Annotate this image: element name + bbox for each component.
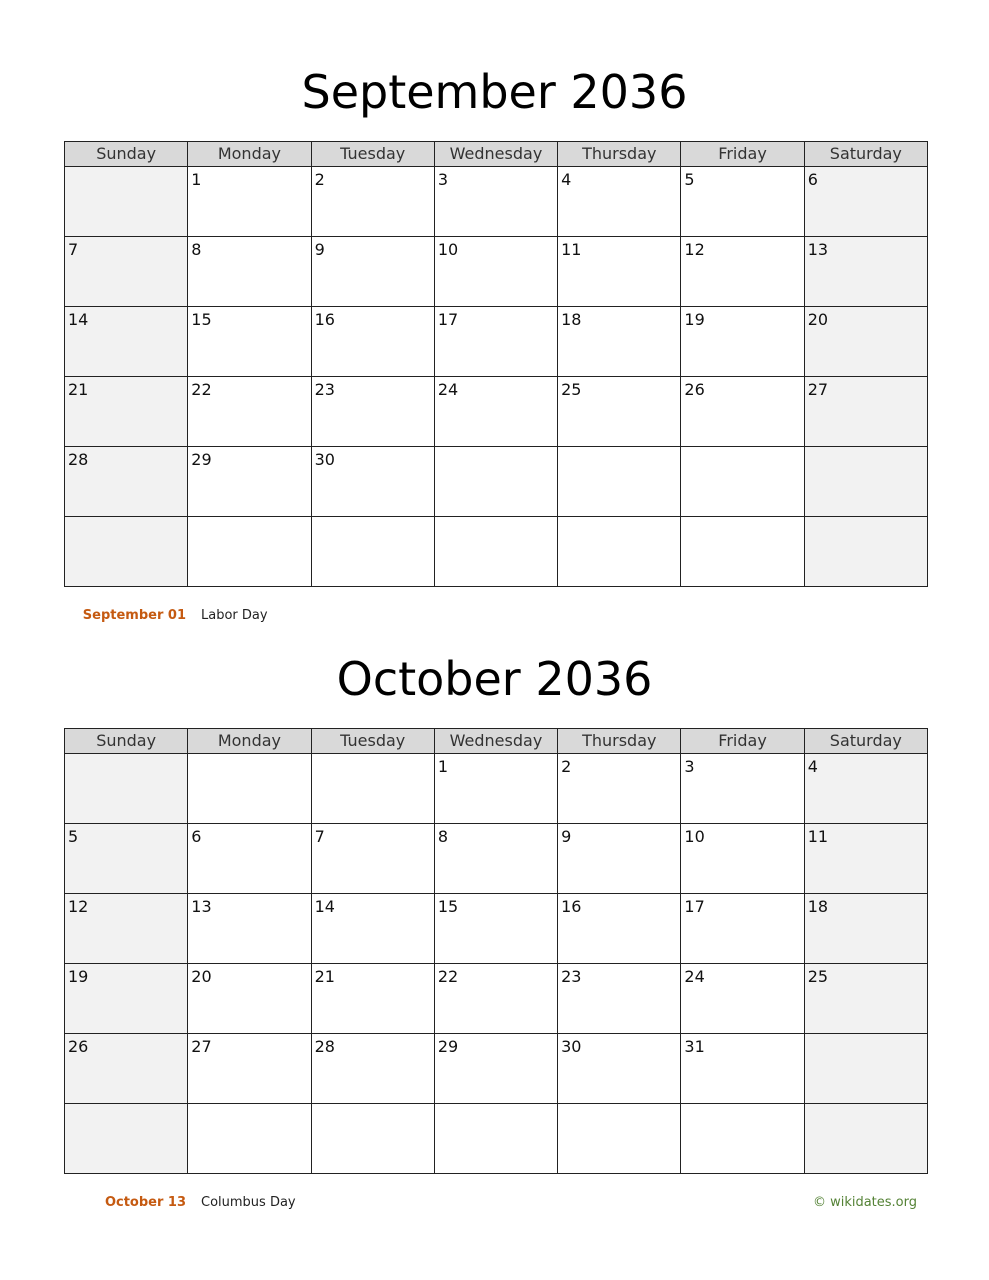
day-cell [681,447,804,517]
day-cell [558,1034,681,1104]
calendar-grid-september [64,141,928,587]
day-cell [558,237,681,307]
day-cell [804,377,927,447]
site-credit: © wikidates.org [812,1195,917,1210]
day-cell [188,167,311,237]
day-cell [311,517,434,587]
day-number: 19 [684,310,705,329]
day-cell [311,754,434,824]
day-cell [65,237,188,307]
day-number [681,1104,803,1107]
day-number: 10 [437,240,459,259]
day-number [312,517,434,520]
day-cell [311,447,434,517]
day-cell [558,167,681,237]
day-number: 15 [191,310,212,329]
day-cell [804,964,927,1034]
day-number [65,517,187,520]
weekday-header: Friday [681,142,804,167]
day-number [805,1104,927,1107]
day-number: 22 [437,967,459,986]
day-number [558,1104,680,1107]
day-number: 10 [684,827,705,846]
day-number [558,447,680,450]
day-cell [804,237,927,307]
weekday-header: Saturday [804,729,927,754]
day-cell [558,964,681,1034]
day-number: 30 [314,450,335,469]
week-row [65,517,928,587]
day-number [435,447,557,450]
week-row [65,964,928,1034]
day-cell [65,894,188,964]
day-cell [681,754,804,824]
day-number [65,167,187,170]
day-cell [804,1104,927,1174]
day-number: 4 [807,757,818,776]
day-number: 17 [684,897,705,916]
day-number: 1 [437,757,449,776]
day-number: 4 [561,170,572,189]
day-cell [558,1104,681,1174]
day-number: 30 [561,1037,582,1056]
day-number: 13 [807,240,829,259]
day-number: 21 [68,380,89,399]
day-number: 11 [561,240,582,259]
day-number: 29 [437,1037,459,1056]
day-cell [311,167,434,237]
day-number: 20 [191,967,212,986]
day-number: 31 [684,1037,705,1056]
day-cell [681,167,804,237]
day-number: 9 [314,240,325,259]
day-number [188,1104,310,1107]
day-cell [434,894,557,964]
day-cell [434,237,557,307]
month-title-october: October 2036 [336,652,653,706]
day-cell [311,824,434,894]
day-cell [65,307,188,377]
day-number: 20 [807,310,829,329]
week-row [65,1034,928,1104]
day-number [188,517,310,520]
day-number: 3 [437,170,449,189]
day-cell [681,517,804,587]
day-cell [311,1104,434,1174]
day-cell [558,894,681,964]
day-cell [434,1104,557,1174]
day-cell [311,237,434,307]
day-cell [188,964,311,1034]
day-number: 25 [561,380,582,399]
day-number: 28 [314,1037,335,1056]
weekday-header: Tuesday [311,729,434,754]
weekday-header: Wednesday [434,729,557,754]
weekday-header: Monday [188,142,311,167]
week-row [65,894,928,964]
day-cell [65,964,188,1034]
day-cell [681,307,804,377]
day-cell [434,307,557,377]
week-row [65,824,928,894]
weekday-header: Friday [681,729,804,754]
day-cell [804,167,927,237]
day-number: 17 [437,310,459,329]
day-number: 13 [191,897,212,916]
day-cell [558,754,681,824]
day-number: 16 [314,310,335,329]
day-number: 18 [561,310,582,329]
week-row [65,447,928,517]
day-cell [311,377,434,447]
day-number: 6 [807,170,818,189]
day-number [681,517,803,520]
weekday-header: Monday [188,729,311,754]
day-number: 25 [807,967,829,986]
day-number [188,754,310,757]
day-number [65,754,187,757]
day-cell [65,1034,188,1104]
day-number: 14 [314,897,335,916]
day-number: 3 [684,757,695,776]
day-cell [188,894,311,964]
day-number: 1 [191,170,202,189]
day-cell [681,894,804,964]
day-number: 5 [68,827,79,846]
day-cell [188,517,311,587]
day-number: 23 [561,967,582,986]
day-number: 29 [191,450,212,469]
day-cell [681,1034,804,1104]
day-number: 5 [684,170,695,189]
day-cell [188,1034,311,1104]
day-number: 2 [314,170,325,189]
day-cell [188,1104,311,1174]
day-number [681,447,803,450]
weekday-header: Wednesday [434,142,557,167]
day-number [435,517,557,520]
week-row [65,1104,928,1174]
day-number: 18 [807,897,829,916]
holiday-name: Columbus Day [201,1195,296,1210]
day-cell [188,307,311,377]
day-number: 14 [68,310,89,329]
day-cell [65,824,188,894]
day-number: 12 [684,240,705,259]
day-number: 24 [684,967,705,986]
day-number: 2 [561,757,572,776]
day-number: 27 [191,1037,212,1056]
day-cell [804,1034,927,1104]
day-number: 9 [561,827,572,846]
day-cell [681,824,804,894]
day-cell [65,447,188,517]
day-number [435,1104,557,1107]
day-number [558,517,680,520]
week-row [65,377,928,447]
day-cell [681,964,804,1034]
day-number: 7 [314,827,325,846]
day-cell [188,824,311,894]
day-number: 24 [437,380,459,399]
day-cell [65,1104,188,1174]
day-cell [188,447,311,517]
day-number: 23 [314,380,335,399]
weekday-header-row [65,142,928,167]
day-number: 12 [68,897,89,916]
day-number: 26 [684,380,705,399]
week-row [65,167,928,237]
day-number: 7 [68,240,79,259]
day-cell [558,824,681,894]
day-cell [804,824,927,894]
day-cell [434,377,557,447]
day-cell [434,447,557,517]
day-cell [311,894,434,964]
day-cell [558,447,681,517]
calendar-grid-october [64,728,928,1174]
day-cell [65,377,188,447]
day-number: 8 [191,240,202,259]
holiday-name: Labor Day [201,608,268,623]
day-number: 26 [68,1037,89,1056]
day-cell [434,964,557,1034]
day-cell [434,754,557,824]
day-cell [804,517,927,587]
day-cell [311,964,434,1034]
day-cell [804,447,927,517]
month-title-september: September 2036 [301,65,688,119]
day-cell [558,377,681,447]
weekday-header: Saturday [804,142,927,167]
weekday-header-row [65,729,928,754]
day-number [312,754,434,757]
day-cell [188,377,311,447]
day-cell [804,754,927,824]
day-number: 27 [807,380,829,399]
day-cell [804,894,927,964]
day-number: 19 [68,967,89,986]
day-cell [188,237,311,307]
day-cell [558,517,681,587]
day-number [805,447,927,450]
day-cell [434,824,557,894]
day-number [65,1104,187,1107]
weekday-header: Sunday [65,729,188,754]
day-number: 16 [561,897,582,916]
day-number [805,1034,927,1037]
weekday-header: Sunday [65,142,188,167]
week-row [65,754,928,824]
weekday-header: Tuesday [311,142,434,167]
day-number: 8 [437,827,449,846]
day-cell [804,307,927,377]
weekday-header: Thursday [558,142,681,167]
day-number: 6 [191,827,202,846]
day-cell [311,307,434,377]
week-row [65,307,928,377]
day-number [312,1104,434,1107]
day-number: 11 [807,827,829,846]
day-number: 28 [68,450,89,469]
holiday-date: September 01 [82,608,186,623]
day-cell [434,167,557,237]
day-cell [65,167,188,237]
day-cell [681,1104,804,1174]
day-number: 22 [191,380,212,399]
day-cell [311,1034,434,1104]
week-row [65,237,928,307]
weekday-header: Thursday [558,729,681,754]
day-cell [65,754,188,824]
day-cell [681,377,804,447]
day-number: 15 [437,897,459,916]
day-number [805,517,927,520]
day-cell [434,517,557,587]
day-cell [188,754,311,824]
holiday-date: October 13 [104,1195,186,1210]
day-cell [65,517,188,587]
day-number: 21 [314,967,335,986]
day-cell [558,307,681,377]
day-cell [681,237,804,307]
day-cell [434,1034,557,1104]
